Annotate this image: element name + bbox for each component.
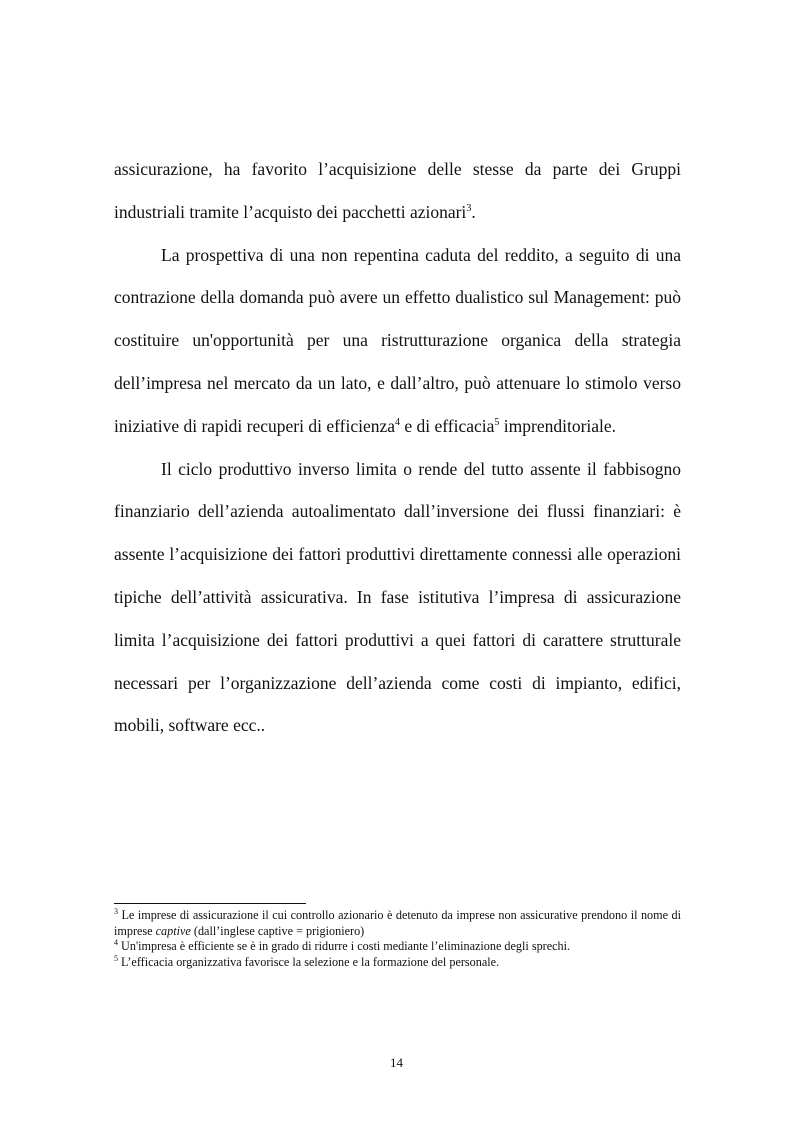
footnote-3-text: Le imprese di assicurazione il cui controllo azionario è detenuto da imprese non assicurative prendono il nome di imprese [114, 908, 681, 938]
footnote-5-text: L’efficacia organizzativa favorisce la selezione e la formazione del personale. [118, 954, 500, 969]
paragraph-3 [114, 448, 681, 748]
paragraph-1-end: . [471, 201, 476, 222]
footnote-4-text: Un'impresa è efficiente se è in grado di ridurre i costi mediante l’eliminazione degli sprechi. [118, 939, 571, 953]
footnote-number-5: 5 [114, 953, 118, 963]
footnote-number-3: 3 [114, 907, 118, 916]
footnote-ref-4[interactable]: 4 [395, 416, 400, 428]
paragraph-2-mid: e di efficacia [400, 415, 495, 436]
footnote-number-4: 4 [114, 938, 118, 947]
paragraph-1 [114, 148, 681, 234]
body-text [114, 148, 681, 747]
paragraph-3-text: Il ciclo produttivo inverso limita o rende del tutto assente il fabbisogno finanziario dell’azienda autoalimentato dall’inversione dei flussi finanziari: è assente l’acquisizione dei fattori produttivi direttamente connessi alle operazioni tipiche dell’attività assicurativa. In fase istitutiva l’impresa di assicurazione limita l’acquisizione dei fattori produttivi a quei fattori di carattere strutturale necessari per l’organizzazione dell’azienda come costi di impianto, edifici, mobili, software ecc.. [114, 458, 681, 736]
footnote-4 [114, 939, 681, 955]
footnote-separator [114, 903, 306, 904]
footnote-ref-5[interactable]: 5 [494, 416, 500, 428]
footnote-5 [114, 955, 681, 971]
paragraph-2-end: imprenditoriale. [499, 415, 617, 436]
page-number: 14 [390, 1055, 403, 1070]
footnote-3-end: (dall’inglese captive = prigioniero) [190, 923, 365, 938]
footnotes [114, 908, 681, 970]
footnote-ref-3[interactable]: 3 [466, 202, 472, 214]
paragraph-2-text: La prospettiva di una non repentina caduta del reddito, a seguito di una contrazione della domanda può avere un effetto dualistico sul Management: può costituire un'opportunità per una ristrutturazione organica della strategia dell’impresa nel mercato da un lato, e dall’altro, può attenuare lo stimolo verso iniziative di rapidi recuperi di efficienza [114, 244, 681, 436]
footnote-3-italic: captive [155, 923, 191, 938]
footnote-3 [114, 908, 681, 939]
paragraph-2 [114, 234, 681, 448]
paragraph-1-text: assicurazione, ha favorito l’acquisizione delle stesse da parte dei Gruppi industriali tramite l’acquisto dei pacchetti azionari [114, 159, 681, 222]
